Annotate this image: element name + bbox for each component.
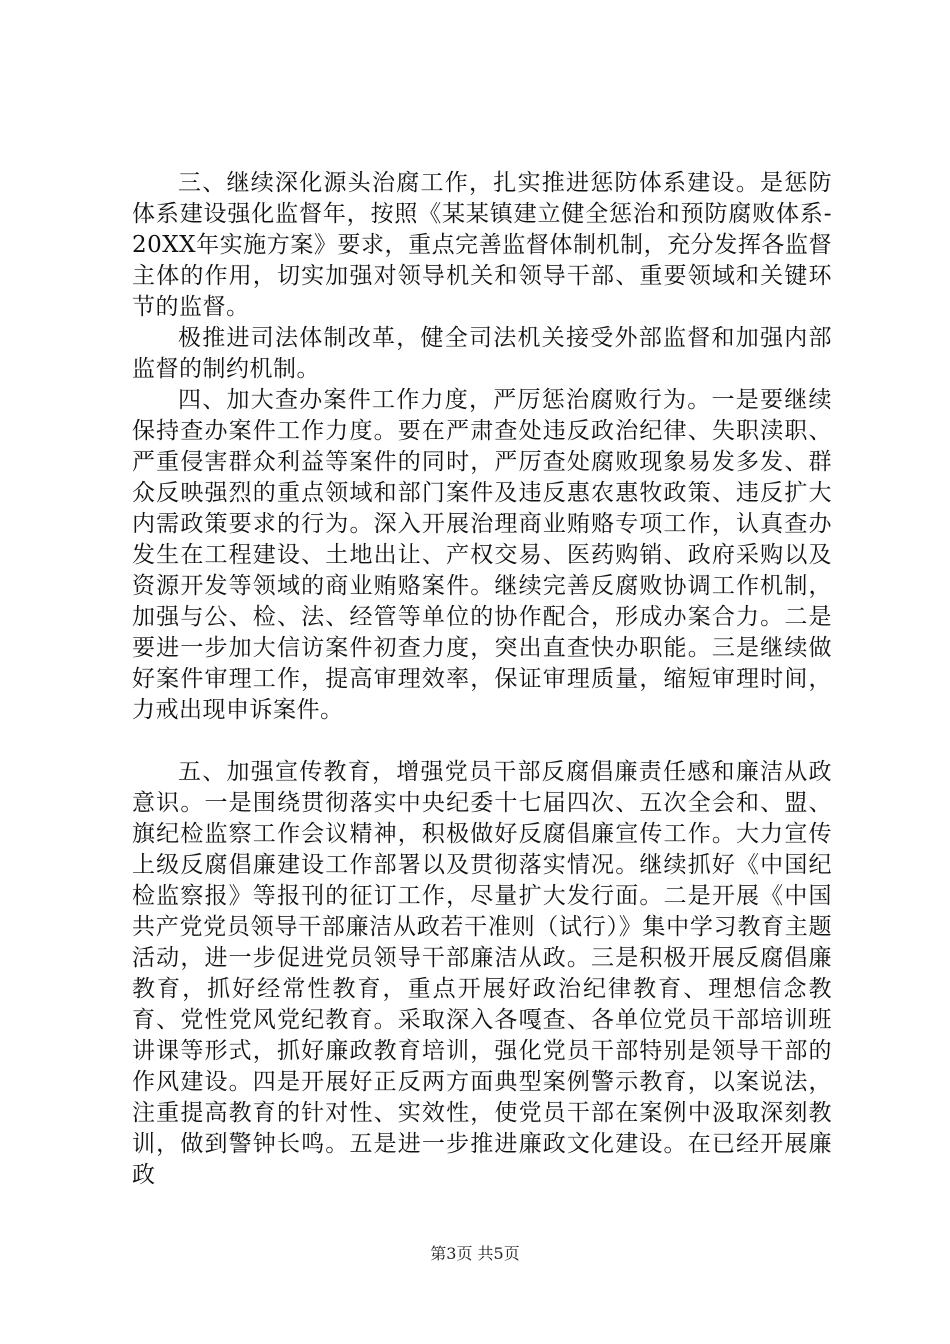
paragraph-section-five: 五、加强宣传教育，增强党员干部反腐倡廉责任感和廉洁从政意识。一是围绕贯彻落实中央纪委十七届四次、五次全会和、盟、旗纪检监察工作会议精神，积极做好反腐倡廉宣传工作。大力宣传上级反腐倡廉建设工作部署以及贯彻落实情况。继续抓好《中国纪检监察报》等报刊的征订工作，尽量扩大发行面。二是开展《中国共产党党员领导干部廉洁从政若干准则（试行）》集中学习教育主题活动，进一步促进党员领导干部廉洁从政。三是积极开展反腐倡廉教育，抓好经常性教育，重点开展好政治纪律教育、理想信念教育、党性党风党纪教育。采取深入各嘎查、各单位党员干部培训班讲课等形式，抓好廉政教育培训，强化党员干部特别是领导干部的作风建设。四是开展好正反两方面典型案例警示教育，以案说法，注重提高教育的针对性、实效性，使党员干部在案例中汲取深刻教训，做到警钟长鸣。五是进一步推进廉政文化建设。在已经开展廉政 <box>132 759 832 1188</box>
paragraph-section-three: 三、继续深化源头治腐工作，扎实推进惩防体系建设。是惩防体系建设强化监督年，按照《某某镇建立健全惩治和预防腐败体系-20XX年实施方案》要求，重点完善监督体制机制，充分发挥各监督主体的作用，切实加强对领导机关和领导干部、重要领域和关键环节的监督。 <box>132 170 832 320</box>
paragraph-judicial-reform: 极推进司法体制改革，健全司法机关接受外部监督和加强内部监督的制约机制。 <box>132 325 832 382</box>
page-number-footer: 第3页 共5页 <box>430 1244 520 1263</box>
document-body <box>132 168 832 1191</box>
paragraph-section-four: 四、加大查办案件工作力度，严厉惩治腐败行为。一是要继续保持查办案件工作力度。要在严肃查处违反政治纪律、失职渎职、严重侵害群众利益等案件的同时，严厉查处腐败现象易发多发、群众反映强烈的重点领域和部门案件及违反惠农惠牧政策、违反扩大内需政策要求的行为。深入开展治理商业贿赂专项工作，认真查办发生在工程建设、土地出让、产权交易、医药购销、政府采购以及资源开发等领域的商业贿赂案件。继续完善反腐败协调工作机制，加强与公、检、法、经管等单位的协作配合，形成办案合力。二是要进一步加大信访案件初查力度，突出直查快办职能。三是继续做好案件审理工作，提高审理效率，保证审理质量，缩短审理时间，力戒出现申诉案件。 <box>132 387 832 723</box>
